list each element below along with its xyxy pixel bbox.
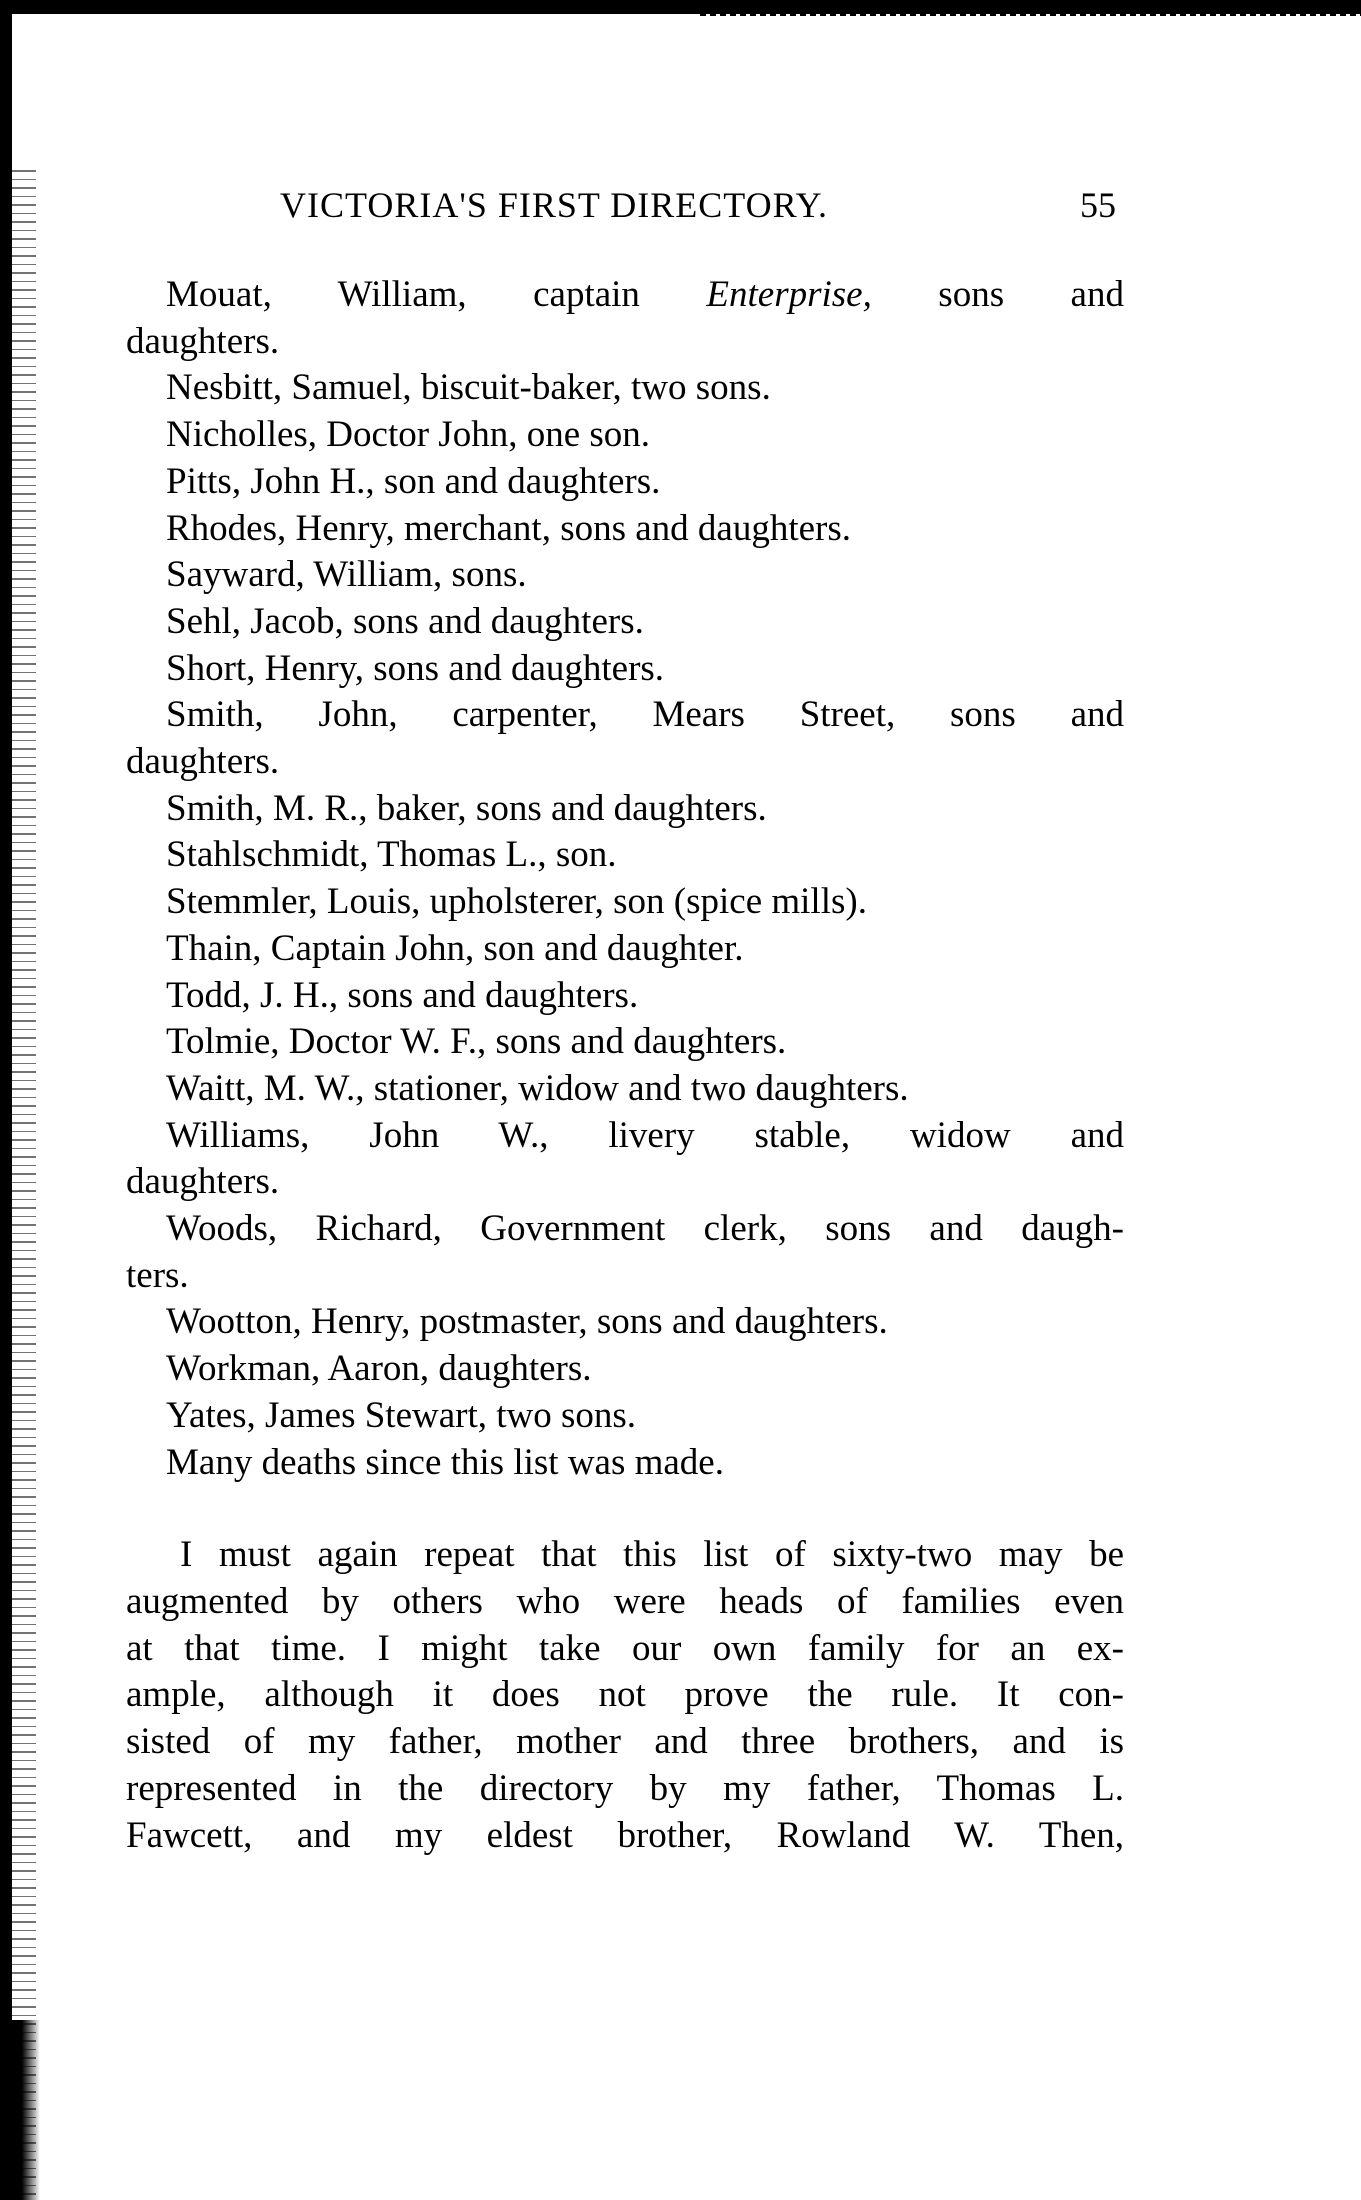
scan-left-speckle	[10, 170, 36, 2200]
paragraph-line: ample, although it does not prove the rule. It con-	[126, 1674, 1124, 1716]
entry-text: sons and	[871, 274, 1124, 315]
directory-entry	[126, 692, 1124, 785]
paragraph-gap	[126, 1486, 1124, 1532]
entry-line: Smith, John, carpenter, Mears Street, sons and	[166, 694, 1124, 736]
page-number: 55	[1080, 185, 1116, 225]
paragraph-line: at that time. I might take our own family for an ex-	[126, 1627, 1124, 1669]
entry-line: Yates, James Stewart, two sons.	[166, 1394, 637, 1436]
entry-text: Mouat, William, captain	[166, 274, 707, 315]
directory-entry	[126, 459, 1124, 506]
paragraph-line: augmented by others who were heads of families even	[126, 1580, 1124, 1622]
paragraph-line: Fawcett, and my eldest brother, Rowland W. Then,	[126, 1814, 1124, 1856]
directory-entry	[126, 1019, 1124, 1066]
directory-entry	[126, 552, 1124, 599]
entry-line: Todd, J. H., sons and daughters.	[166, 974, 639, 1016]
entry-line: Stemmler, Louis, upholsterer, son (spice mills).	[166, 881, 867, 923]
directory-entry	[126, 412, 1124, 459]
scan-top-border-edge	[700, 12, 1361, 16]
paragraph-line: represented in the directory by my father, Thomas L.	[126, 1767, 1124, 1809]
entry-line: Workman, Aaron, daughters.	[166, 1348, 592, 1390]
entry-line: Thain, Captain John, son and daughter.	[166, 927, 744, 969]
running-head-title: VICTORIA'S FIRST DIRECTORY.	[280, 185, 828, 225]
entry-line: Wootton, Henry, postmaster, sons and daughters.	[166, 1301, 888, 1343]
entry-line: Nesbitt, Samuel, biscuit-baker, two sons.	[166, 367, 771, 409]
directory-entry	[126, 1206, 1124, 1299]
entry-line: Short, Henry, sons and daughters.	[166, 647, 665, 689]
directory-entry	[126, 506, 1124, 553]
directory-entry	[126, 646, 1124, 693]
entry-line: Woods, Richard, Government clerk, sons and daugh-	[166, 1208, 1124, 1250]
directory-entry	[126, 599, 1124, 646]
ship-name: Enterprise,	[706, 274, 872, 315]
entry-line: Williams, John W., livery stable, widow and	[166, 1114, 1124, 1156]
entry-line: Pitts, John H., son and daughters.	[166, 460, 661, 502]
entry-line: Tolmie, Doctor W. F., sons and daughters.	[166, 1021, 787, 1063]
entry-line: Nicholles, Doctor John, one son.	[166, 414, 651, 456]
running-head	[0, 184, 1361, 234]
entry-line: Stahlschmidt, Thomas L., son.	[166, 834, 617, 876]
directory-list	[126, 272, 1124, 1486]
paragraph-line: sisted of my father, mother and three brothers, and is	[126, 1721, 1124, 1763]
directory-entry	[126, 879, 1124, 926]
entry-line: Sehl, Jacob, sons and daughters.	[166, 600, 644, 642]
body-paragraph	[126, 1532, 1124, 1859]
entry-line: Smith, M. R., baker, sons and daughters.	[166, 787, 767, 829]
entry-continuation-line: daughters.	[126, 1161, 280, 1203]
entry-line: Rhodes, Henry, merchant, sons and daughters.	[166, 507, 852, 549]
page-body	[126, 272, 1124, 1859]
entry-continuation-line: ters.	[126, 1254, 189, 1296]
directory-entry	[126, 1066, 1124, 1113]
entry-continuation-line: daughters.	[126, 741, 280, 783]
entry-line: Many deaths since this list was made.	[166, 1441, 724, 1483]
entry-continuation-line: daughters.	[126, 320, 280, 362]
directory-entry	[126, 365, 1124, 412]
entry-line: Sayward, William, sons.	[166, 554, 527, 596]
entry-line	[126, 272, 1124, 319]
directory-entry	[126, 1113, 1124, 1206]
directory-entry	[126, 973, 1124, 1020]
directory-entry	[126, 1299, 1124, 1346]
scan-left-shadow	[0, 2020, 40, 2200]
entry-line: Waitt, M. W., stationer, widow and two daughters.	[166, 1067, 909, 1109]
paragraph-line: I must again repeat that this list of sixty-two may be	[180, 1534, 1124, 1576]
directory-entry	[126, 1440, 1124, 1487]
directory-entry	[126, 832, 1124, 879]
directory-entry	[126, 272, 1124, 365]
directory-entry	[126, 786, 1124, 833]
directory-entry	[126, 1393, 1124, 1440]
directory-entry	[126, 1346, 1124, 1393]
directory-entry	[126, 926, 1124, 973]
